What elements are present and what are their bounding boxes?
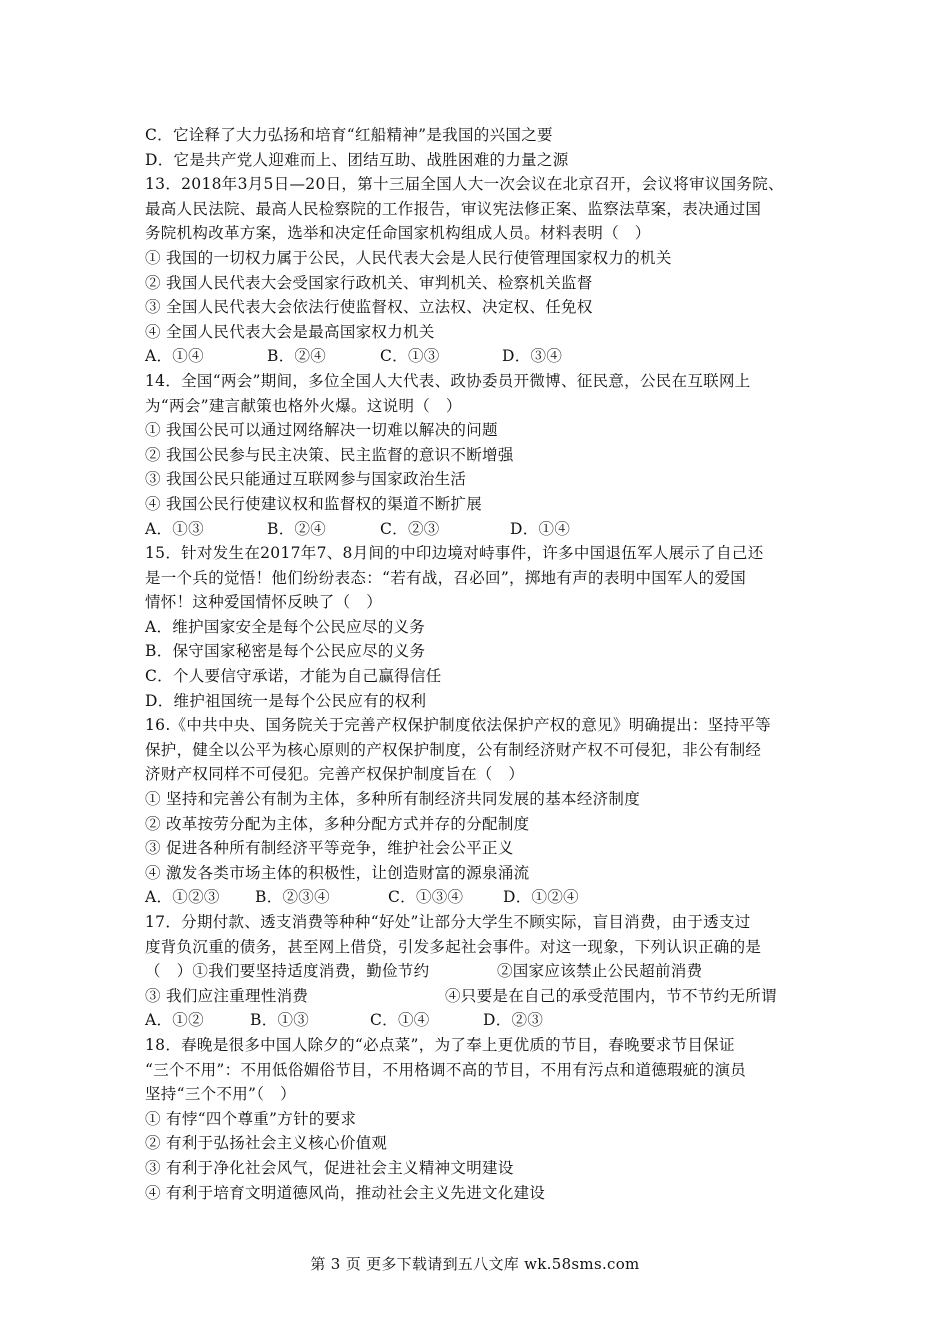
- question-16-statement: ① 坚持和完善公有制为主体，多种所有制经济共同发展的基本经济制度: [145, 790, 641, 809]
- option-c: C．①④: [370, 1011, 430, 1030]
- text-line: D．它是共产党人迎难而上、团结互助、战胜困难的力量之源: [145, 150, 569, 169]
- question-17-statement: ③ 我们应注重理性消费: [145, 986, 309, 1005]
- question-18-stem: 坚持“三个不用”（ ）: [145, 1085, 296, 1104]
- question-13-options: [145, 344, 815, 369]
- question-18-statement: ② 有利于弘扬社会主义核心价值观: [145, 1134, 388, 1153]
- question-17-statement: ④只要是在自己的承受范围内，节不节约无所谓: [445, 986, 777, 1005]
- question-16-stem: 保护，健全以公平为核心原则的产权保护制度，公有制经济财产权不可侵犯，非公有制经: [145, 740, 762, 759]
- question-14-statement: ① 我国公民可以通过网络解决一切难以解决的问题: [145, 421, 498, 440]
- question-14-stem: 为“两会”建言献策也格外火爆。这说明（ ）: [145, 396, 462, 415]
- text-line: C．它诠释了大力弘扬和培育“红船精神”是我国的兴国之要: [145, 126, 553, 144]
- question-13-stem: 务院机构改革方案，选举和决定任命国家机构组成人员。材料表明（ ）: [145, 224, 651, 243]
- question-17-statements-row: [145, 984, 815, 1009]
- option-d: D．③④: [502, 347, 563, 366]
- option-a: A．①③: [145, 519, 204, 538]
- question-16-options: [145, 885, 815, 910]
- question-14-options: [145, 517, 815, 542]
- question-18-stem: 18．春晚是很多中国人除夕的“必点菜”，为了奉上更优质的节目，春晚要求节目保证: [145, 1035, 735, 1054]
- page-content: [145, 123, 815, 1205]
- question-17-statement: （ ）①我们要坚持适度消费，勤俭节约: [145, 962, 430, 981]
- option-d: D．①④: [510, 519, 571, 538]
- question-17-options: [145, 1008, 815, 1033]
- option-a: A．①④: [145, 347, 204, 366]
- option-a: A．①②③: [145, 888, 220, 907]
- question-13-statement: ③ 全国人民代表大会依法行使监督权、立法权、决定权、任免权: [145, 298, 593, 317]
- question-16-stem: 济财产权同样不可侵犯。完善产权保护制度旨在（ ）: [145, 765, 525, 784]
- question-14-statement: ② 我国公民参与民主决策、民主监督的意识不断增强: [145, 445, 514, 464]
- question-13-statement: ② 我国人民代表大会受国家行政机关、审判机关、检察机关监督: [145, 273, 593, 292]
- question-15-stem: 15．针对发生在2017年7、8月间的中印边境对峙事件，许多中国退伍军人展示了自己还: [145, 544, 764, 563]
- question-13-statement: ④ 全国人民代表大会是最高国家权力机关: [145, 322, 435, 341]
- question-18-statement: ④ 有利于培育文明道德风尚，推动社会主义先进文化建设: [145, 1183, 546, 1202]
- question-13-stem: 13．2018年3月5日—20日，第十三届全国人大一次会议在北京召开，会议将审议国务院、: [145, 175, 784, 194]
- option-d: D．②③: [483, 1011, 544, 1030]
- option-b: B．②④: [267, 519, 327, 538]
- option-d: D．①②④: [503, 888, 579, 907]
- page-footer: 第 3 页 更多下载请到五八文库 wk.58sms.com: [310, 1255, 640, 1273]
- question-17-stem: 度背负沉重的债务，甚至网上借贷，引发多起社会事件。对这一现象，下列认识正确的是: [145, 937, 762, 956]
- question-17-stem: 17．分期付款、透支消费等种种“好处”让部分大学生不顾实际，盲目消费，由于透支过: [145, 913, 751, 931]
- question-17-statement: ②国家应该禁止公民超前消费: [497, 962, 703, 981]
- option-a: A．①②: [145, 1011, 204, 1030]
- question-17-statements-row: [145, 959, 815, 984]
- question-18-statement: ① 有悖“四个尊重”方针的要求: [145, 1109, 357, 1128]
- question-13-statement: ① 我国的一切权力属于公民，人民代表大会是人民行使管理国家权力的机关: [145, 248, 672, 267]
- question-13-stem: 最高人民法院、最高人民检察院的工作报告，审议宪法修正案、监察法草案，表决通过国: [145, 199, 762, 218]
- question-16-statement: ④ 激发各类市场主体的积极性，让创造财富的源泉涌流: [145, 863, 530, 882]
- option-c: C．①③: [380, 347, 440, 366]
- question-15-option: C．个人要信守承诺，才能为自己赢得信任: [145, 667, 442, 686]
- question-16-statement: ② 改革按劳分配为主体，多种分配方式并存的分配制度: [145, 814, 530, 833]
- question-15-option: D．维护祖国统一是每个公民应有的权利: [145, 691, 427, 710]
- question-14-stem: 14．全国“两会”期间，多位全国人大代表、政协委员开微博、征民意，公民在互联网上: [145, 371, 751, 390]
- question-16-statement: ③ 促进各种所有制经济平等竞争，维护社会公平正义: [145, 839, 514, 858]
- option-b: B．②④: [267, 347, 327, 366]
- question-18-stem: “三个不用”：不用低俗媚俗节目，不用格调不高的节目，不用有污点和道德瑕疵的演员: [145, 1060, 747, 1079]
- question-15-stem: 情怀！这种爱国情怀反映了（ ）: [145, 593, 383, 612]
- option-b: B．②③④: [255, 888, 330, 907]
- question-14-statement: ③ 我国公民只能通过互联网参与国家政治生活: [145, 470, 467, 489]
- question-18-statement: ③ 有利于净化社会风气，促进社会主义精神文明建设: [145, 1158, 514, 1177]
- option-c: C．②③: [380, 519, 440, 538]
- question-14-statement: ④ 我国公民行使建议权和监督权的渠道不断扩展: [145, 494, 483, 513]
- option-b: B．①③: [250, 1011, 310, 1030]
- question-15-option: B．保守国家秘密是每个公民应尽的义务: [145, 642, 426, 661]
- question-15-stem: 是一个兵的觉悟！他们纷纷表态：“若有战，召必回”，掷地有声的表明中国军人的爱国: [145, 568, 747, 587]
- question-15-option: A．维护国家安全是每个公民应尽的义务: [145, 617, 426, 636]
- option-c: C．①③④: [388, 888, 464, 907]
- question-16-stem: 16.《中共中央、国务院关于完善产权保护制度依法保护产权的意见》明确提出：坚持平等: [145, 716, 771, 735]
